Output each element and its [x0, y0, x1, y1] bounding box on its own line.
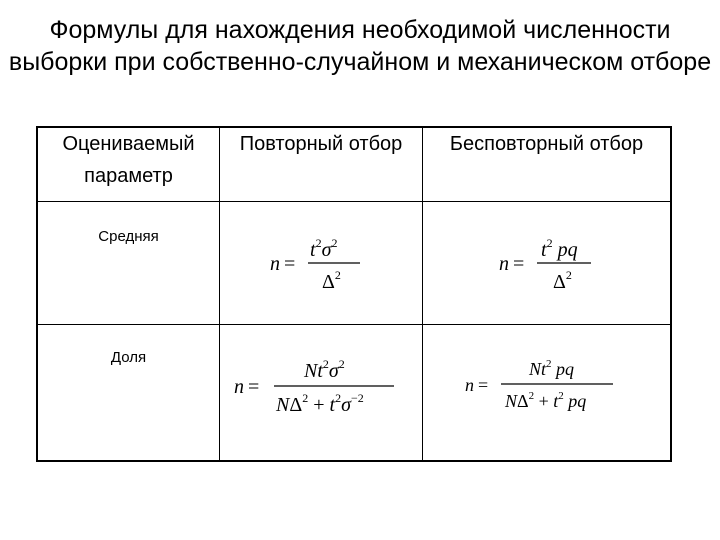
formula-cell-mean-repeated — [220, 201, 423, 324]
row-label-cell — [37, 201, 220, 324]
formula-table — [36, 126, 672, 462]
formula-equals: = — [284, 252, 296, 275]
header-non-repeated: Бесповторный отбор — [423, 127, 672, 201]
formula-equals: = — [248, 375, 260, 398]
formula-denominator: $N\Delta^2 + t^2\sigma^{-2}$ — [276, 390, 364, 416]
formula-share-repeated — [234, 349, 424, 429]
formula-denominator: $\Delta^2$ — [322, 267, 341, 293]
formula-numerator: Nt$^2$ pq — [529, 357, 575, 379]
formula-equals: = — [513, 252, 525, 275]
formula-numerator: $t^2\sigma^2$ — [310, 235, 338, 261]
row-label-cell — [37, 324, 220, 461]
formula-numerator: $t^2$ pq — [541, 235, 578, 261]
row-label-share: Доля — [110, 348, 147, 366]
row-label-mean: Средняя — [98, 227, 159, 245]
formula-mean-repeated — [270, 230, 410, 300]
formula-lhs-n: n — [234, 375, 244, 398]
header-parameter: Оцениваемый параметр — [37, 127, 220, 201]
formula-cell-mean-non-repeated — [423, 201, 672, 324]
formula-mean-non-repeated — [499, 230, 639, 300]
table-header-row — [37, 127, 671, 201]
table-row-mean — [37, 201, 671, 324]
formula-share-non-repeated — [465, 349, 655, 429]
formula-denominator: $\Delta^2$ — [553, 267, 572, 293]
formula-denominator: $N\Delta^2 + t^2$ pq — [505, 389, 587, 411]
formula-numerator: $Nt^2\sigma^2$ — [304, 356, 345, 382]
formula-lhs-n: n — [465, 374, 474, 395]
formula-table-container — [36, 126, 672, 462]
table-row-share — [37, 324, 671, 461]
formula-cell-share-repeated — [220, 324, 423, 461]
formula-lhs-n: n — [499, 252, 509, 275]
header-repeated: Повторный отбор — [220, 127, 423, 201]
formula-cell-share-non-repeated — [423, 324, 672, 461]
formula-lhs-n: n — [270, 252, 280, 275]
slide-title: Формулы для нахождения необходимой численности выборки при собственно-случайном и механическом отборе — [8, 16, 712, 76]
formula-equals: = — [478, 374, 489, 395]
